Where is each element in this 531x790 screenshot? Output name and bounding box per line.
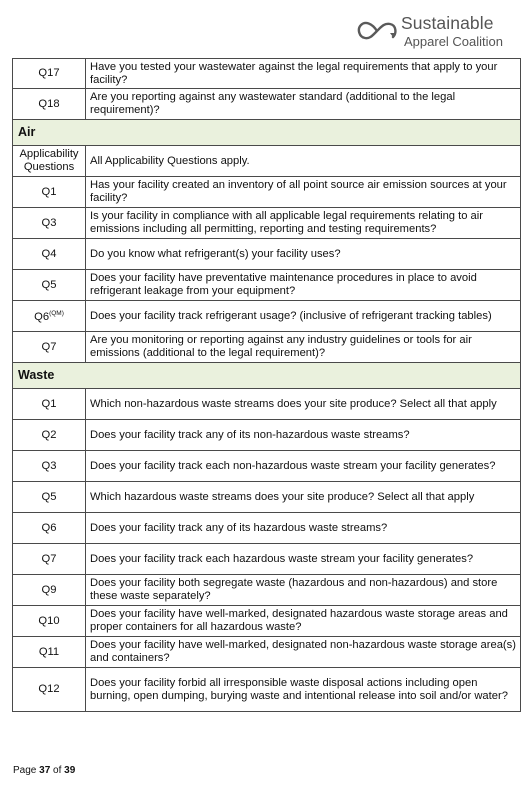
question-text: Is your facility in compliance with all applicable legal requirements relating to air emissions including all permitting, reporting and testing requirements? xyxy=(86,208,521,239)
question-code-cell xyxy=(13,177,86,208)
question-row xyxy=(13,482,521,513)
question-code: Q3 xyxy=(41,216,57,229)
question-row xyxy=(13,270,521,301)
footer-sep: of xyxy=(53,765,62,776)
question-text: Have you tested your wastewater against the legal requirements that apply to your facility? xyxy=(86,59,521,89)
question-code-cell xyxy=(13,301,86,332)
question-row xyxy=(13,575,521,606)
question-row xyxy=(13,668,521,712)
question-code: Q6 xyxy=(41,521,57,534)
questions-table xyxy=(12,58,521,712)
question-code: Q7 xyxy=(41,552,57,565)
question-row xyxy=(13,301,521,332)
question-text: Has your facility created an inventory of all point source air emission sources at your facility? xyxy=(86,177,521,208)
question-text: Does your facility both segregate waste (hazardous and non-hazardous) and store these waste separately? xyxy=(86,575,521,606)
section-title: Waste xyxy=(13,363,521,389)
question-row xyxy=(13,637,521,668)
question-code-cell xyxy=(13,451,86,482)
question-row xyxy=(13,513,521,544)
question-code-cell xyxy=(13,513,86,544)
question-row xyxy=(13,389,521,420)
question-text: Does your facility track each hazardous waste stream your facility generates? xyxy=(86,544,521,575)
question-text: Does your facility track refrigerant usage? (inclusive of refrigerant tracking tables) xyxy=(86,301,521,332)
question-text: Does your facility forbid all irresponsible waste disposal actions including open burning, open dumping, burying waste and intentional release into soil and/or water? xyxy=(86,668,521,712)
question-code-cell xyxy=(13,332,86,363)
section-title: Air xyxy=(13,120,521,146)
question-row xyxy=(13,59,521,89)
question-code: Applicability Questions xyxy=(19,148,79,173)
question-row xyxy=(13,208,521,239)
question-row xyxy=(13,89,521,120)
question-code: Q12 xyxy=(38,683,60,696)
question-row xyxy=(13,177,521,208)
question-text: Does your facility have well-marked, designated hazardous waste storage areas and proper containers for all hazardous waste? xyxy=(86,606,521,637)
question-code: Q18 xyxy=(38,97,60,110)
question-row xyxy=(13,606,521,637)
question-code: Q1 xyxy=(41,397,57,410)
question-code-cell xyxy=(13,89,86,120)
question-code: Q17 xyxy=(38,67,60,80)
question-code-cell xyxy=(13,270,86,301)
question-code-cell xyxy=(13,389,86,420)
question-code-cell xyxy=(13,544,86,575)
question-code: Q5 xyxy=(41,490,57,503)
question-text: Does your facility have preventative maintenance procedures in place to avoid refrigerant leakage from your equipment? xyxy=(86,270,521,301)
question-code: Q5 xyxy=(41,278,57,291)
question-row xyxy=(13,332,521,363)
question-text: Does your facility track any of its hazardous waste streams? xyxy=(86,513,521,544)
question-code: Q2 xyxy=(41,428,57,441)
question-code-cell xyxy=(13,482,86,513)
question-code-cell xyxy=(13,420,86,451)
question-row xyxy=(13,420,521,451)
question-row xyxy=(13,146,521,177)
question-code-cell xyxy=(13,668,86,712)
question-code-cell xyxy=(13,637,86,668)
question-code-superscript: (QM) xyxy=(49,310,64,318)
question-code-cell xyxy=(13,575,86,606)
question-text: Which non-hazardous waste streams does your site produce? Select all that apply xyxy=(86,389,521,420)
question-code-cell xyxy=(13,606,86,637)
footer-prefix: Page xyxy=(13,765,37,776)
question-text: All Applicability Questions apply. xyxy=(86,146,521,177)
question-text: Does your facility track each non-hazardous waste stream your facility generates? xyxy=(86,451,521,482)
question-code-cell xyxy=(13,208,86,239)
question-row xyxy=(13,239,521,270)
infinity-loop-icon xyxy=(355,16,399,46)
question-code: Q10 xyxy=(38,614,60,627)
question-code-cell xyxy=(13,146,86,177)
logo-line-1: Sustainable xyxy=(401,13,494,33)
question-code-cell xyxy=(13,59,86,89)
question-text: Are you reporting against any wastewater standard (additional to the legal requirement)? xyxy=(86,89,521,120)
question-code: Q6 xyxy=(34,311,50,324)
question-code: Q11 xyxy=(38,645,60,658)
question-code: Q4 xyxy=(41,247,57,260)
footer-page: 37 xyxy=(39,765,51,776)
question-code: Q9 xyxy=(41,583,57,596)
question-text: Does your facility track any of its non-hazardous waste streams? xyxy=(86,420,521,451)
page-footer xyxy=(13,765,75,776)
question-code: Q7 xyxy=(41,340,57,353)
sac-logo xyxy=(355,14,525,54)
question-text: Do you know what refrigerant(s) your facility uses? xyxy=(86,239,521,270)
question-text: Are you monitoring or reporting against any industry guidelines or tools for air emissions (additional to the legal requirement)? xyxy=(86,332,521,363)
section-row xyxy=(13,363,521,389)
question-row xyxy=(13,451,521,482)
question-text: Which hazardous waste streams does your site produce? Select all that apply xyxy=(86,482,521,513)
question-code: Q3 xyxy=(41,459,57,472)
question-text: Does your facility have well-marked, designated non-hazardous waste storage area(s) and containers? xyxy=(86,637,521,668)
footer-total: 39 xyxy=(64,765,76,776)
question-code: Q1 xyxy=(41,185,57,198)
question-row xyxy=(13,544,521,575)
logo-line-2: Apparel Coalition xyxy=(404,34,504,49)
question-code-cell xyxy=(13,239,86,270)
section-row xyxy=(13,120,521,146)
